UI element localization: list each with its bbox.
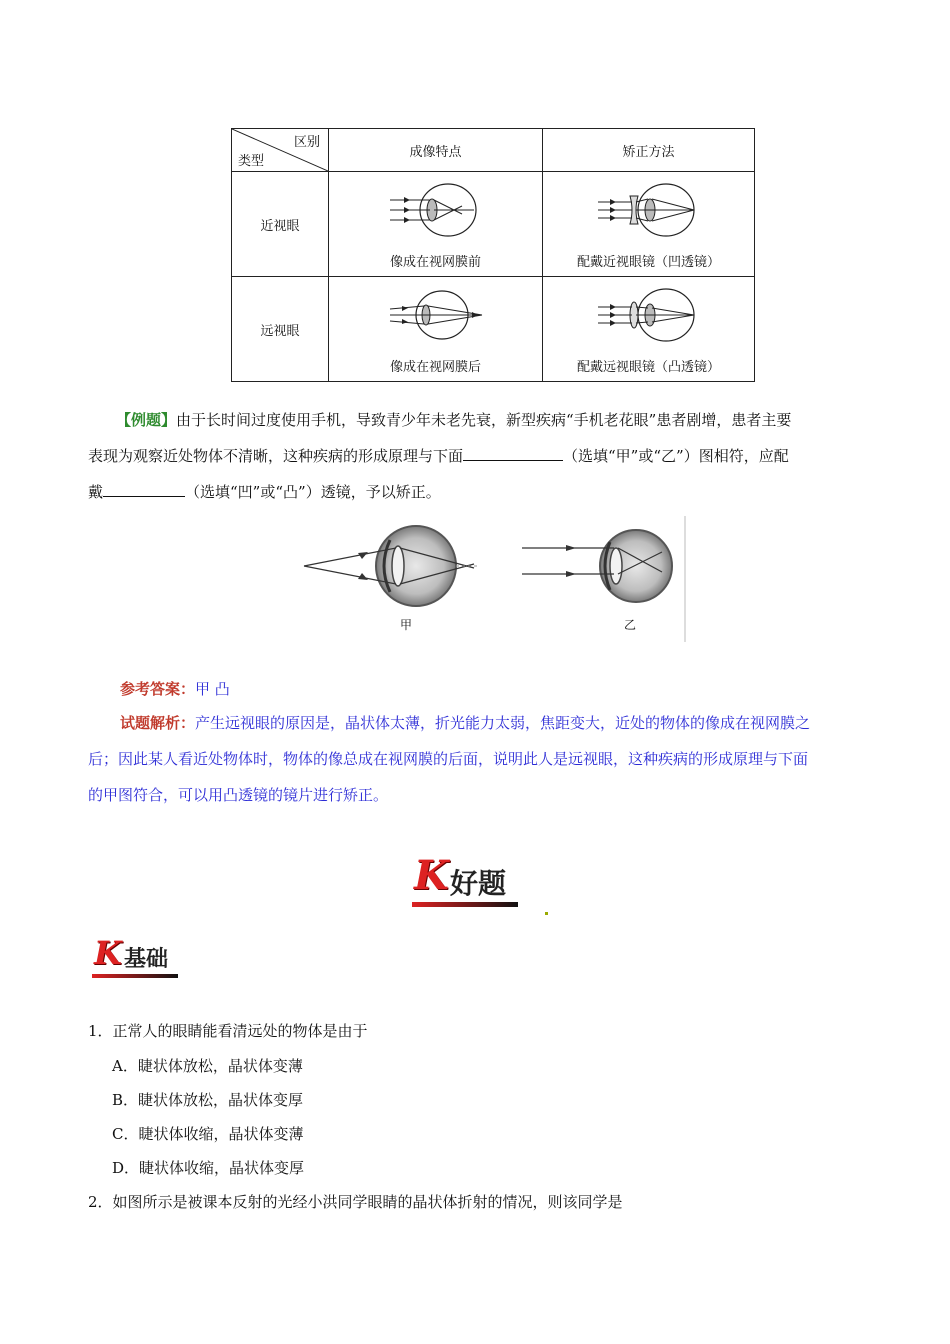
option-b[interactable]: B．睫状体放松，晶状体变厚	[112, 1091, 304, 1109]
row-type-myopia: 近视眼	[232, 172, 329, 277]
table-row	[232, 277, 755, 382]
eye-comparison-table	[231, 128, 755, 382]
option-c[interactable]: C．睫状体收缩，晶状体变薄	[112, 1125, 304, 1143]
analysis	[88, 705, 864, 813]
column-header-correction: 矫正方法	[543, 129, 755, 172]
myopia-correction-figure	[543, 172, 754, 276]
myopia-imaging-caption: 像成在视网膜前	[389, 255, 481, 270]
answer-blank-1[interactable]	[463, 446, 563, 461]
table-corner-cell	[232, 129, 329, 172]
option-a[interactable]: A．睫状体放松，晶状体变薄	[112, 1057, 303, 1075]
example-line-2: 表现为观察近处物体不清晰，这种疾病的形成原理与下面 （选填“甲”或“乙”）图相符，应配	[88, 447, 789, 465]
analysis-line-3: 的甲图符合，可以用凸透镜的镜片进行矫正。	[88, 786, 389, 804]
subsection-title-k: K	[94, 934, 122, 972]
hyperopia-imaging-figure	[329, 277, 542, 381]
example-question	[88, 402, 864, 510]
myopia-correction-caption: 配戴近视眼镜（凹透镜）	[576, 255, 720, 270]
hyperopia-imaging-caption: 像成在视网膜后	[389, 360, 481, 375]
hyperopia-eye-diagram	[386, 285, 486, 349]
question-1	[88, 1020, 368, 1041]
example-line-3: 戴 （选填“凹”或“凸”）透镜，予以矫正。	[88, 483, 441, 501]
question-2	[88, 1191, 623, 1212]
question-stem: 正常人的眼睛能看清远处的物体是由于	[112, 1022, 368, 1040]
example-figure	[298, 516, 688, 642]
section-title-underline	[412, 902, 518, 907]
option-d[interactable]: D．睫状体收缩，晶状体变厚	[112, 1159, 305, 1177]
corner-top-label: 区别	[293, 135, 320, 150]
example-line-1: 【例题】由于长时间过度使用手机，导致青少年未老先衰，新型疾病“手机老花眼”患者剧增，患者主要	[116, 411, 792, 429]
corner-bottom-label: 类型	[238, 154, 265, 169]
figure-label-yi: 乙	[624, 618, 637, 632]
section-title-good-questions	[412, 852, 522, 912]
hyperopia-correction-figure	[543, 277, 754, 381]
answer-blank-2[interactable]	[103, 482, 185, 497]
subsection-title-underline	[92, 974, 178, 978]
myopia-imaging-figure	[329, 172, 542, 276]
decorative-dot	[545, 912, 548, 915]
question-stem: 如图所示是被课本反射的光经小洪同学眼睛的晶状体折射的情况，则该同学是	[112, 1193, 623, 1211]
analysis-line-1: 试题解析：产生远视眼的原因是，晶状体太薄，折光能力太弱，焦距变大，近处的物体的像成在视网膜之	[120, 714, 811, 732]
column-header-imaging: 成像特点	[329, 129, 543, 172]
example-tag: 【例题】	[116, 411, 177, 429]
myopia-corrected-eye-diagram	[594, 180, 704, 244]
analysis-label: 试题解析：	[120, 714, 196, 732]
question-number: 1．	[88, 1022, 113, 1040]
answer-label: 参考答案：	[120, 680, 196, 698]
analysis-line-2: 后；因此某人看近处物体时，物体的像总成在视网膜的后面，说明此人是远视眼，这种疾病的形成原理与下面	[88, 750, 809, 768]
subsection-title-basics	[92, 934, 182, 980]
section-title-k: K	[414, 852, 449, 899]
hyperopia-corrected-eye-diagram	[594, 285, 704, 349]
hyperopia-correction-caption: 配戴远视眼镜（凸透镜）	[576, 360, 720, 375]
reference-answer	[120, 678, 230, 699]
subsection-title-text: 基础	[124, 946, 169, 972]
answer-value: 甲 凸	[195, 680, 230, 698]
table-row	[232, 172, 755, 277]
section-title-text: 好题	[450, 867, 507, 900]
question-number: 2．	[88, 1193, 113, 1211]
row-type-hyperopia: 远视眼	[232, 277, 329, 382]
figure-label-jia: 甲	[400, 618, 413, 632]
myopia-eye-diagram	[386, 180, 486, 244]
